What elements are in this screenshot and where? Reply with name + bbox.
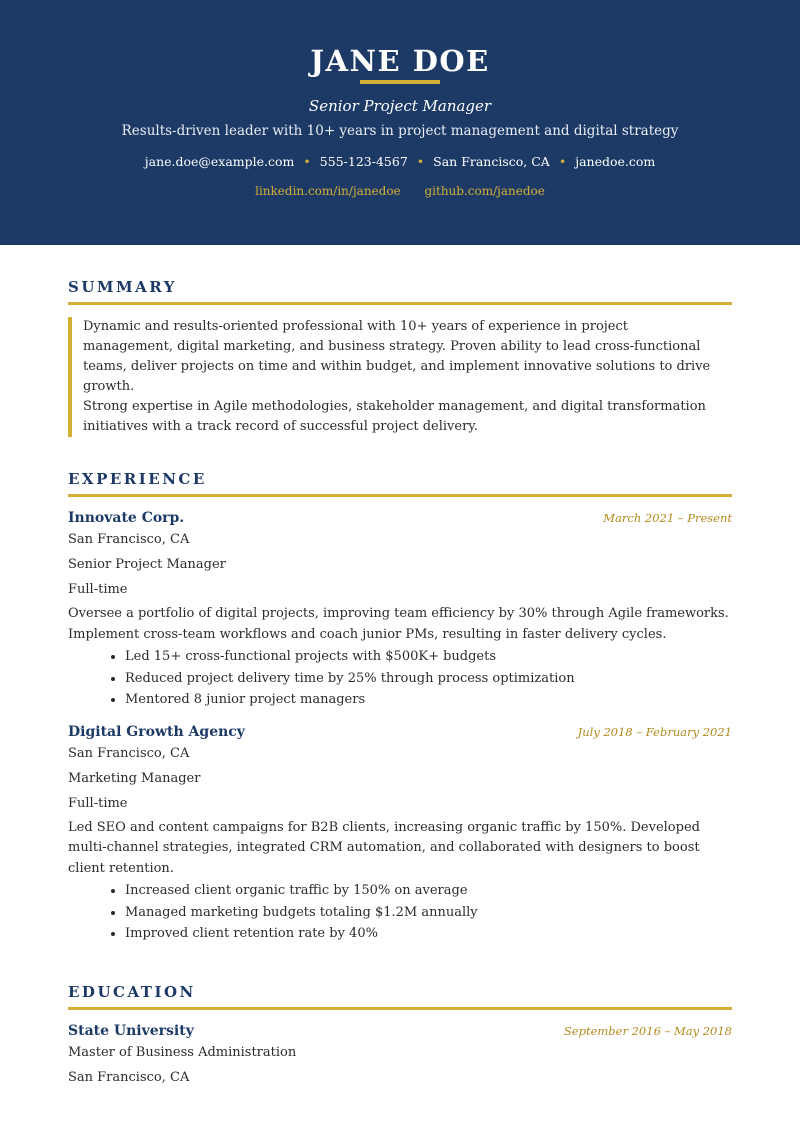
education-header: [68, 1022, 732, 1040]
job-location: San Francisco, CA: [68, 532, 190, 547]
phone-number[interactable]: 555-123-4567: [319, 154, 408, 169]
summary-paragraph: Strong expertise in Agile methodologies, stakeholder management, and digital transformation initiatives with a track record of successful project delivery.: [83, 399, 706, 434]
summary-text: [68, 317, 720, 437]
job-title: Senior Project Manager: [308, 97, 492, 115]
resume-header: [0, 0, 800, 245]
education-section: [68, 983, 732, 1090]
section-divider: [68, 302, 732, 305]
education-entry: [68, 1022, 732, 1090]
achievement-item: • Improved client retention rate by 40%: [125, 923, 732, 945]
job-type: Full-time: [68, 795, 128, 811]
separator-dot: •: [416, 154, 425, 169]
experience-section: [68, 470, 732, 945]
job-entry: [68, 723, 732, 945]
tagline: Results-driven leader with 10+ years in project management and digital strategy: [121, 123, 679, 139]
section-heading: EDUCATION: [68, 982, 196, 1001]
achievement-item: • Reduced project delivery time by 25% through process optimization: [125, 668, 732, 690]
website-link[interactable]: janedoe.com: [575, 154, 656, 169]
name-heading: JANE DOE: [310, 44, 490, 78]
achievement-item: • Mentored 8 junior project managers: [125, 689, 732, 711]
job-role: Marketing Manager: [68, 770, 201, 786]
email-link[interactable]: jane.doe@example.com: [144, 154, 295, 169]
achievement-item: • Led 15+ cross-functional projects with $500K+ budgets: [125, 646, 732, 668]
company-name: Innovate Corp.: [68, 510, 185, 526]
separator-dot: •: [303, 154, 311, 169]
job-dates: March 2021 – Present: [603, 511, 732, 525]
job-type: Full-time: [68, 582, 128, 597]
separator-dot: •: [558, 154, 567, 169]
company-name: Digital Growth Agency: [68, 723, 245, 740]
job-header: [68, 723, 732, 741]
name-underline: [360, 80, 440, 84]
job-entry: [68, 509, 732, 711]
location-text: San Francisco, CA: [433, 154, 550, 169]
job-role: Senior Project Manager: [68, 557, 226, 572]
achievement-item: • Managed marketing budgets totaling $1.2M annually: [125, 902, 732, 924]
achievement-item: • Increased client organic traffic by 150% on average: [125, 880, 732, 902]
school-location: San Francisco, CA: [68, 1069, 190, 1085]
job-location: San Francisco, CA: [68, 745, 190, 761]
job-dates: July 2018 – February 2021: [577, 724, 732, 739]
summary-paragraph: Dynamic and results-oriented professional with 10+ years of experience in project management, digital marketing, and business strategy. Proven ability to lead cross-functional teams, deliver projects on time and within budget, and implement innovative solutions to drive growth.: [83, 319, 711, 394]
job-description: Oversee a portfolio of digital projects, improving team efficiency by 30% through Agile frameworks. Implement cross-team workflows and coach junior PMs, resulting in faster delivery cycles.: [68, 606, 729, 642]
summary-section: [68, 278, 732, 437]
section-divider: [68, 494, 732, 497]
linkedin-link[interactable]: linkedin.com/in/janedoe: [255, 184, 401, 198]
job-header: [68, 509, 732, 527]
section-heading: EXPERIENCE: [68, 470, 207, 488]
school-name: State University: [68, 1022, 194, 1039]
section-heading: SUMMARY: [68, 278, 177, 296]
contact-line: [0, 154, 800, 170]
education-dates: September 2016 – May 2018: [563, 1023, 732, 1038]
degree-name: Master of Business Administration: [68, 1044, 297, 1060]
job-description: Led SEO and content campaigns for B2B clients, increasing organic traffic by 150%. Developed multi-channel strategies, integrated CRM automation, and collaborated with designers to boost client retention.: [68, 819, 700, 876]
job-achievements: [68, 646, 732, 711]
github-link[interactable]: github.com/janedoe: [424, 184, 545, 198]
profile-links: [0, 183, 800, 199]
job-achievements: [68, 880, 732, 945]
section-divider: [68, 1007, 732, 1010]
resume-body: [0, 278, 800, 1090]
